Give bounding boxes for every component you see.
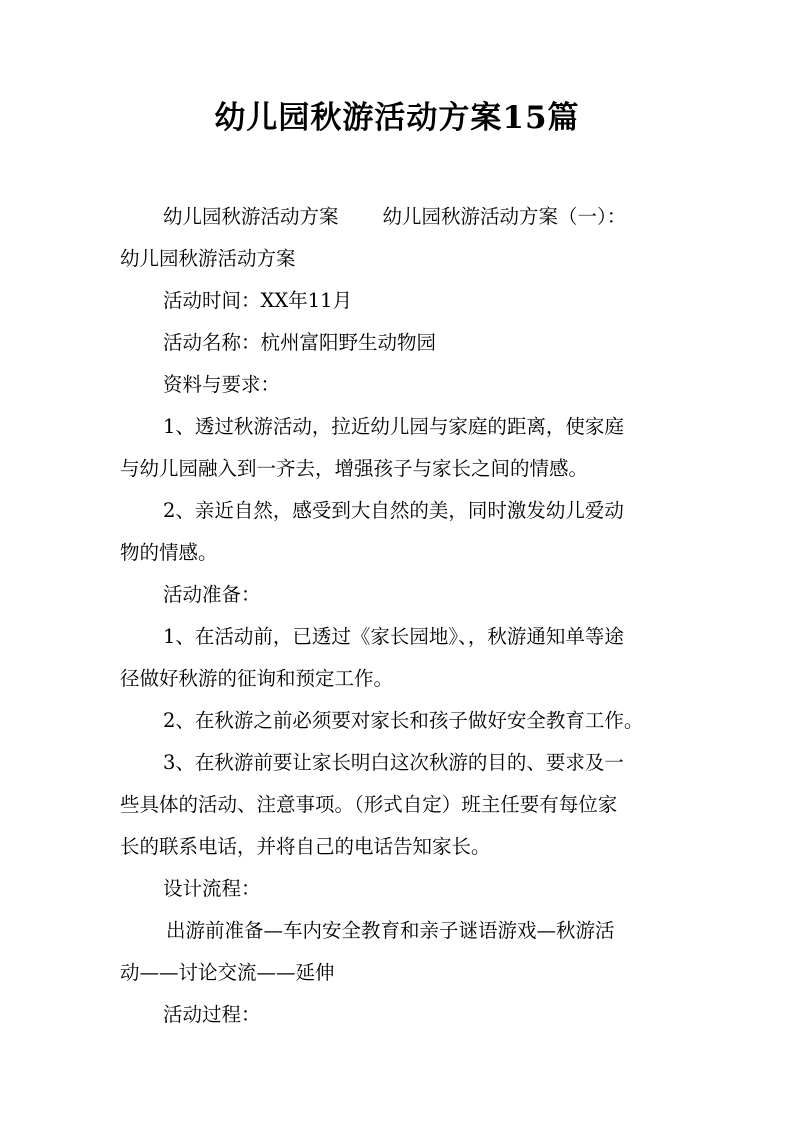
paragraph-line: 2、亲近自然，感受到大自然的美，同时激发幼儿爱动	[163, 499, 624, 522]
paragraph-line: 2、在秋游之前必须要对家长和孩子做好安全教育工作。	[163, 709, 644, 732]
paragraph-line: 幼儿园秋游活动方案	[120, 247, 296, 270]
section-heading: 活动过程：	[163, 1003, 261, 1026]
document-title: 幼儿园秋游活动方案15篇	[214, 100, 580, 136]
intro-heading: 幼儿园秋游活动方案	[163, 205, 339, 228]
paragraph-line: 3、在秋游前要让家长明白这次秋游的目的、要求及一	[163, 751, 624, 774]
document-body	[120, 196, 680, 1036]
paragraph-line: 1、在活动前，已透过《家长园地》、，秋游通知单等途	[163, 625, 624, 648]
paragraph-line: 长的联系电话，并将自己的电话告知家长。	[120, 835, 491, 858]
paragraph-line: 物的情感。	[120, 541, 218, 564]
paragraph-line: 些具体的活动、注意事项。（形式自定）班主任要有每位家	[120, 793, 618, 816]
section-heading: 设计流程：	[163, 877, 261, 900]
paragraph-line: 动——讨论交流——延伸	[120, 961, 335, 984]
paragraph-line: 出游前准备—车内安全教育和亲子谜语游戏—秋游活	[166, 919, 615, 942]
activity-time: 活动时间：XX年11月	[163, 289, 353, 312]
paragraph-line: 1、透过秋游活动，拉近幼儿园与家庭的距离，使家庭	[163, 415, 624, 438]
intro-line	[120, 196, 680, 238]
intro-subheading: 幼儿园秋游活动方案（一）：	[382, 205, 627, 228]
paragraph-line: 径做好秋游的征询和预定工作。	[120, 667, 394, 690]
section-heading: 活动准备：	[163, 583, 261, 606]
paragraph-line: 与幼儿园融入到一齐去，增强孩子与家长之间的情感。	[120, 457, 589, 480]
section-heading: 资料与要求：	[163, 373, 281, 396]
activity-name: 活动名称：杭州富阳野生动物园	[163, 331, 437, 354]
